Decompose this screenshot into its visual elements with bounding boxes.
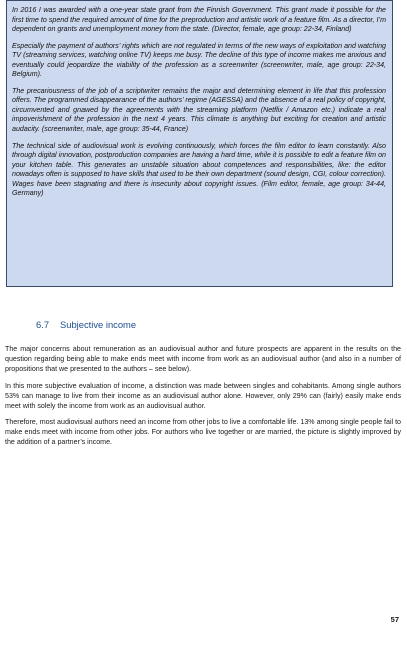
- quote-paragraph: Especially the payment of authors’ rights which are not regulated in terms of the new ways of exploitation and watching TV (streaming services, watching online TV) keeps me busy. The decline of this type of income makes me anxious and eventually could jeopardize the viability of the profession as a screenwriter (screenwriter, male, age group: 22-34, Belgium).: [12, 41, 386, 79]
- section-number: 6.7: [36, 319, 50, 330]
- body-paragraph: Therefore, most audiovisual authors need an income from other jobs to live a comfortable life. 13% among single people fail to make ends meet with income from other jobs. For authors who live together or are married, the picture is slightly improved by the addition of a partner’s income.: [5, 418, 401, 447]
- section-heading: [36, 319, 136, 330]
- page-number: 57: [390, 615, 399, 624]
- body-paragraph: The major concerns about remuneration as an audiovisual author and future prospects are apparent in the results on the question regarding being able to make ends meet with income from work as an audiovisual author (and also in a number of propositions that we presented to the authors – see below).: [5, 345, 401, 373]
- quote-paragraph: The technical side of audiovisual work is evolving continuously, which forces the film editor to learn constantly. Also through digital innovation, postproduction companies are having a hard time, while it is possible to edit a feature film on your kitchen table. This generates an unstable situation about competences and responsibilities, like: the editor nowadays often is supposed to have skills that used to be their own department (sound design, CGI, colour correction). Wages have been stagnating and there is insecurity about copyright issues. (Film editor, female, age group: 34-44, Germany): [12, 141, 386, 198]
- quote-paragraph: The precariousness of the job of a scriptwriter remains the major and determining element in life that this profession offers. The programmed disappearance of the authors’ regime (AGESSA) and the absence of a real policy of copyright, circumvented and gnawed by the agreements with the streaming platform (Netflix / Amazon etc.) indicate a real impoverishment of the profession in the next 4 years. This climate is anything but exciting for creation and artistic audacity. (screenwriter, male, age group: 35-44, France): [12, 86, 386, 134]
- testimonial-quote-box: [6, 0, 393, 287]
- section-title: Subjective income: [60, 319, 137, 330]
- quote-paragraph: In 2016 I was awarded with a one-year state grant from the Finnish Government. This grant made it possible for the first time to spend the required amount of time for the preproduction and artistic work of a feature film. As a director, I’m dependent on grants and unemployment money from the state. (Director, female, age group: 22-34, Finland): [12, 6, 386, 34]
- body-paragraph: In this more subjective evaluation of income, a distinction was made between singles and cohabitants. Among single authors 53% can manage to live from their income as an audiovisual author alone. However, only 29% can (fairly) easily make ends meet with solely the income from work as an audiovisual author.: [5, 381, 401, 410]
- section-body: [5, 345, 401, 455]
